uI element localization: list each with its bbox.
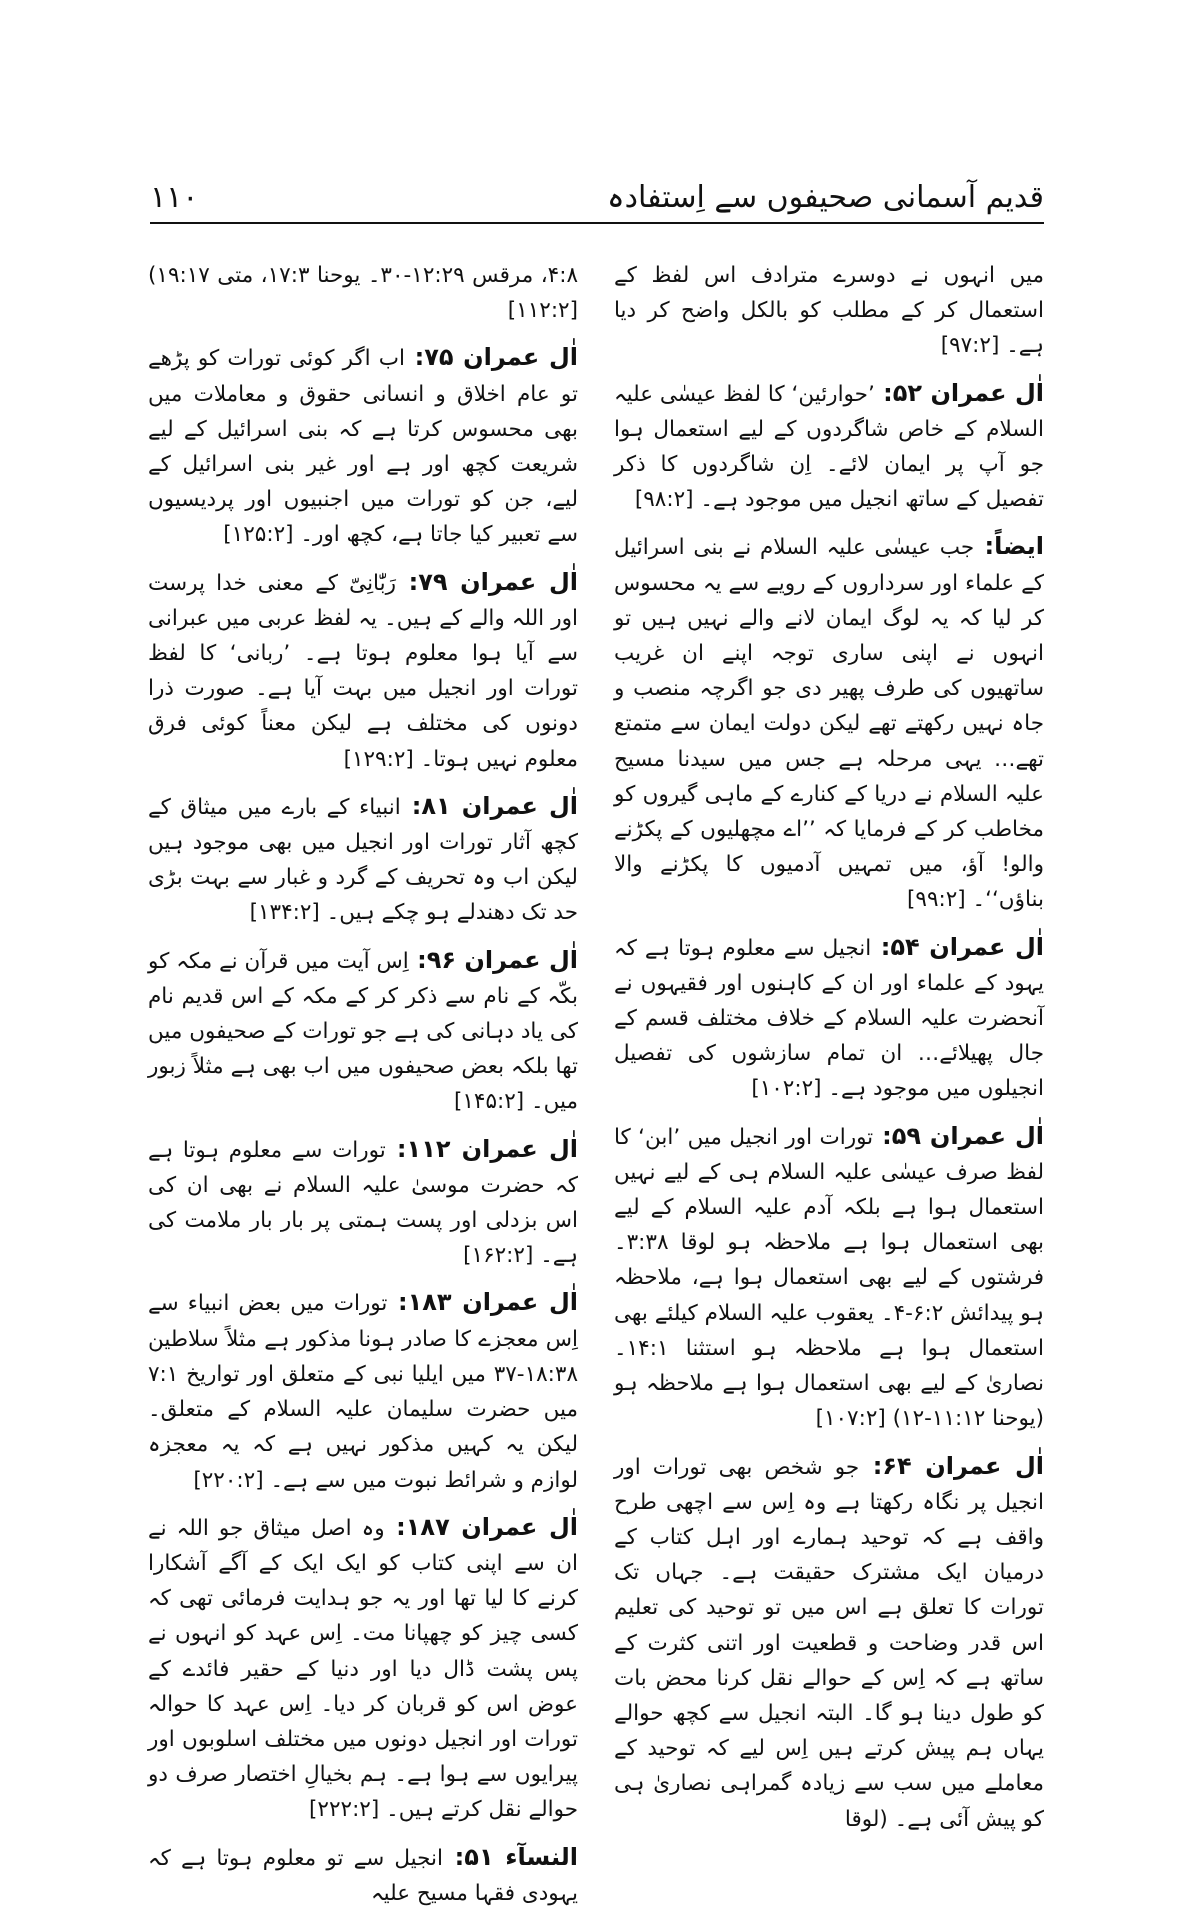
entry-heading: اٰل عمران ۷۹ : [396, 568, 578, 596]
entry-heading: اٰل عمران ۱۸۳ : [387, 1288, 578, 1316]
verse-reference: [۱۰۲:۲] [751, 1076, 822, 1102]
verse-reference: [۱۳۴:۲] [249, 900, 320, 926]
entry-heading: اٰل عمران ۵۲ : [875, 379, 1044, 407]
commentary-entry [148, 1510, 578, 1828]
entry-text: ’حوارئین‘ کا لفظ عیسٰی علیہ السلام کے خاص شاگردوں کے لیے استعمال ہوا جو آپ پر ایمان لائے۔ اِن شاگردوں کا ذکر تفصیل کے ساتھ انجیل میں موجود ہے۔ [614, 381, 1044, 513]
entry-heading: ایضاً : [974, 532, 1044, 560]
entry-text: اب اگر کوئی تورات کو پڑھے تو عام اخلاق و انسانی حقوق و معاملات میں بھی محسوس کرتا ہے کہ بنی اسرائیل کے لیے شریعت کچھ اور ہے اور غیر بنی اسرائیل کے لیے، جن کو تورات میں اجنبیوں اور پردیسیوں سے تعبیر کیا جاتا ہے، کچھ اور۔ [148, 346, 578, 548]
continuation-paragraph [148, 258, 578, 328]
entry-heading: اٰل عمران ۱۱۲ : [386, 1135, 578, 1163]
verse-reference: [۲۲۲:۲] [309, 1797, 380, 1823]
verse-reference: [۱۶۲:۲] [463, 1243, 534, 1269]
commentary-entry [148, 340, 578, 552]
continuation-paragraph [614, 258, 1044, 364]
page-header [150, 172, 1044, 224]
header-divider [150, 222, 1044, 224]
verse-reference: [۹۸:۲] [634, 487, 694, 513]
continuation-text: میں انہوں نے دوسرے مترادف اس لفظ کے استعمال کر کے مطلب کو بالکل واضح کر دیا ہے۔ [614, 263, 1044, 359]
left-column [148, 258, 579, 1906]
commentary-entry [614, 1449, 1044, 1837]
entry-heading: اٰل عمران ۷۵ : [405, 343, 578, 371]
entry-text: تورات سے معلوم ہوتا ہے کہ حضرت موسیٰ علیہ السلام نے بھی ان کی اس بزدلی اور پست ہمتی پر بار بار ملامت کی ہے۔ [148, 1137, 578, 1269]
entry-text: انبیاء کے بارے میں میثاق کے کچھ آثار تورات اور انجیل میں بھی موجود ہیں لیکن اب وہ تحریف کے گرد و غبار سے بہت بڑی حد تک دھندلے ہو چکے ہیں۔ [148, 794, 578, 926]
verse-reference: [۹۹:۲] [907, 887, 966, 913]
continuation-text: ۴:۸، مرقس ۱۲:۲۹-۳۰۔ یوحنا ۱۷:۳، متی ۱۹:۱۷) [148, 263, 578, 288]
entry-text: جب عیسٰی علیہ السلام نے بنی اسرائیل کے علماء اور سرداروں کے رویے سے یہ محسوس کر لیا کہ یہ لوگ ایمان لانے والے نہیں ہیں تو انہوں نے اپنی ساری توجہ اپنے ان غریب ساتھیوں کی طرف پھیر دی جو اگرچہ منصب و جاہ نہیں رکھتے تھے لیکن دولت ایمان سے متمتع تھے… یہی مرحلہ ہے جس میں سیدنا مسیح علیہ السلام نے دریا کے کنارے کے ماہی گیروں کو مخاطب کر کے فرمایا کہ ’’اے مچھلیوں کے پکڑنے والو! آؤ، میں تمہیں آدمیوں کا پکڑنے والا بناؤں‘‘۔ [614, 535, 1044, 913]
entry-text: انجیل سے تو معلوم ہوتا ہے کہ یہودی فقہا مسیح علیہ [148, 1845, 578, 1906]
entry-text: تورات اور انجیل میں ’ابن‘ کا لفظ صرف عیسٰی علیہ السلام ہی کے لیے نہیں استعمال ہوا ہے بلکہ آدم علیہ السلام کے لیے بھی استعمال ہوا ہے ملاحظہ ہو لوقا ۳:۳۸۔ فرشتوں کے لیے بھی استعمال ہوا ہے، ملاحظہ ہو پیدائش ۶:۲-۴۔ یعقوب علیہ السلام کیلئے بھی استعمال ہوا ہے ملاحظہ ہو استثنا ۱۴:۱۔ نصاریٰ کے لیے بھی استعمال ہوا ہے ملاحظہ ہو (یوحنا ۱۱:۱۲-۱۲) [614, 1124, 1045, 1432]
commentary-entry [148, 943, 578, 1120]
entry-heading: اٰل عمران ۶۴ : [859, 1452, 1044, 1480]
entry-heading: اٰل عمران ۵۴ : [871, 933, 1044, 961]
commentary-entry [148, 1285, 578, 1497]
right-column [614, 258, 1045, 1832]
commentary-entry [614, 930, 1044, 1107]
commentary-entry [148, 1840, 578, 1911]
entry-heading: اٰل عمران ۹۶ : [409, 946, 578, 974]
entry-text: اِس آیت میں قرآن نے مکہ کو بکّہ کے نام سے ذکر کر کے مکہ کے اس قدیم نام کی یاد دہانی کی ہے جو تورات کے صحیفوں میں تھا بلکہ بعض صحیفوں میں اب بھی ہے مثلاً زبور میں۔ [148, 948, 578, 1115]
verse-reference: [۱۲۹:۲] [343, 746, 414, 772]
verse-reference: [۱۰۷:۲] [815, 1406, 886, 1432]
commentary-entry [614, 1119, 1044, 1437]
commentary-entry [614, 529, 1044, 917]
entry-heading: اٰل عمران ۱۸۷ : [385, 1513, 578, 1541]
verse-reference: [۹۷:۲] [940, 333, 1000, 359]
commentary-entry [148, 565, 578, 777]
entry-heading: النسآء ۵۱ : [443, 1843, 578, 1871]
entry-text: وہ اصل میثاق جو اللہ نے ان سے اپنی کتاب کو ایک ایک کے آگے آشکارا کرنے کا لیا تھا اور یہ جو ہدایت فرمائی تھی کہ کسی چیز کو چھپانا مت۔ اِس عہد کو انہوں نے پس پشت ڈال دیا اور دنیا کے حقیر فائدے کے عوض اس کو قربان کر دیا۔ اِس عہد کا حوالہ تورات اور انجیل دونوں میں مختلف اسلوبوں اور پیرایوں سے ہوا ہے۔ ہم بخیالِ اختصار صرف دو حوالے نقل کرتے ہیں۔ [148, 1515, 578, 1823]
verse-reference: [۱۲۵:۲] [223, 522, 294, 548]
entry-text: انجیل سے معلوم ہوتا ہے کہ یہود کے علماء اور ان کے کاہنوں اور فقیہوں نے آنحضرت علیہ السلام کے خلاف مختلف قسم کے جال پھیلائے… ان تمام سازشوں کی تفصیل انجیلوں میں موجود ہے۔ [614, 935, 1044, 1102]
page-number: ۱۱۰ [150, 180, 199, 215]
verse-reference: [۲۲۰:۲] [193, 1467, 264, 1493]
entry-text: تورات میں بعض انبیاء سے اِس معجزے کا صادر ہونا مذکور ہے مثلاً سلاطین ۱۸:۳۸-۳۷ میں ایلیا نبی کے متعلق اور تواریخ ۷:۱ میں حضرت سلیمان علیہ السلام کے متعلق۔ لیکن یہ کہیں مذکور نہیں ہے کہ یہ معجزہ لوازم و شرائط نبوت میں سے ہے۔ [148, 1291, 578, 1493]
verse-reference: [۱۱۲:۲] [507, 298, 578, 324]
running-title: قدیم آسمانی صحیفوں سے اِستفادہ [607, 180, 1044, 215]
verse-reference: [۱۴۵:۲] [453, 1089, 525, 1115]
entry-text: جو شخص بھی تورات اور انجیل پر نگاہ رکھتا ہے وہ اِس سے اچھی طرح واقف ہے کہ توحید ہمارے اور اہل کتاب کے درمیان ایک مشترک حقیقت ہے۔ جہاں تک تورات کا تعلق ہے اس میں تو توحید کی تعلیم اس قدر وضاحت و قطعیت اور اتنی کثرت کے ساتھ ہے کہ اِس کے حوالے نقل کرنا محض بات کو طول دینا ہو گا۔ البتہ انجیل سے کچھ حوالے یہاں ہم پیش کرتے ہیں اِس لیے کہ توحید کے معاملے میں سب سے زیادہ گمراہی نصاریٰ ہی کو پیش آئی ہے۔ (لوقا [614, 1454, 1044, 1832]
commentary-entry [148, 789, 578, 931]
commentary-entry [614, 376, 1044, 518]
entry-heading: اٰل عمران ۸۱ : [401, 792, 578, 820]
commentary-entry [148, 1132, 578, 1274]
entry-text: رَبّٰانِیّ کے معنی خدا پرست اور اللہ والے کے ہیں۔ یہ لفظ عربی میں عبرانی سے آیا ہوا معلوم ہوتا ہے۔ ’ربانی‘ کا لفظ تورات اور انجیل میں بہت آیا ہے۔ صورت ذرا دونوں کی مختلف ہے لیکن معناً کوئی فرق معلوم نہیں ہوتا۔ [148, 570, 578, 772]
entry-heading: اٰل عمران ۵۹ : [873, 1122, 1044, 1150]
